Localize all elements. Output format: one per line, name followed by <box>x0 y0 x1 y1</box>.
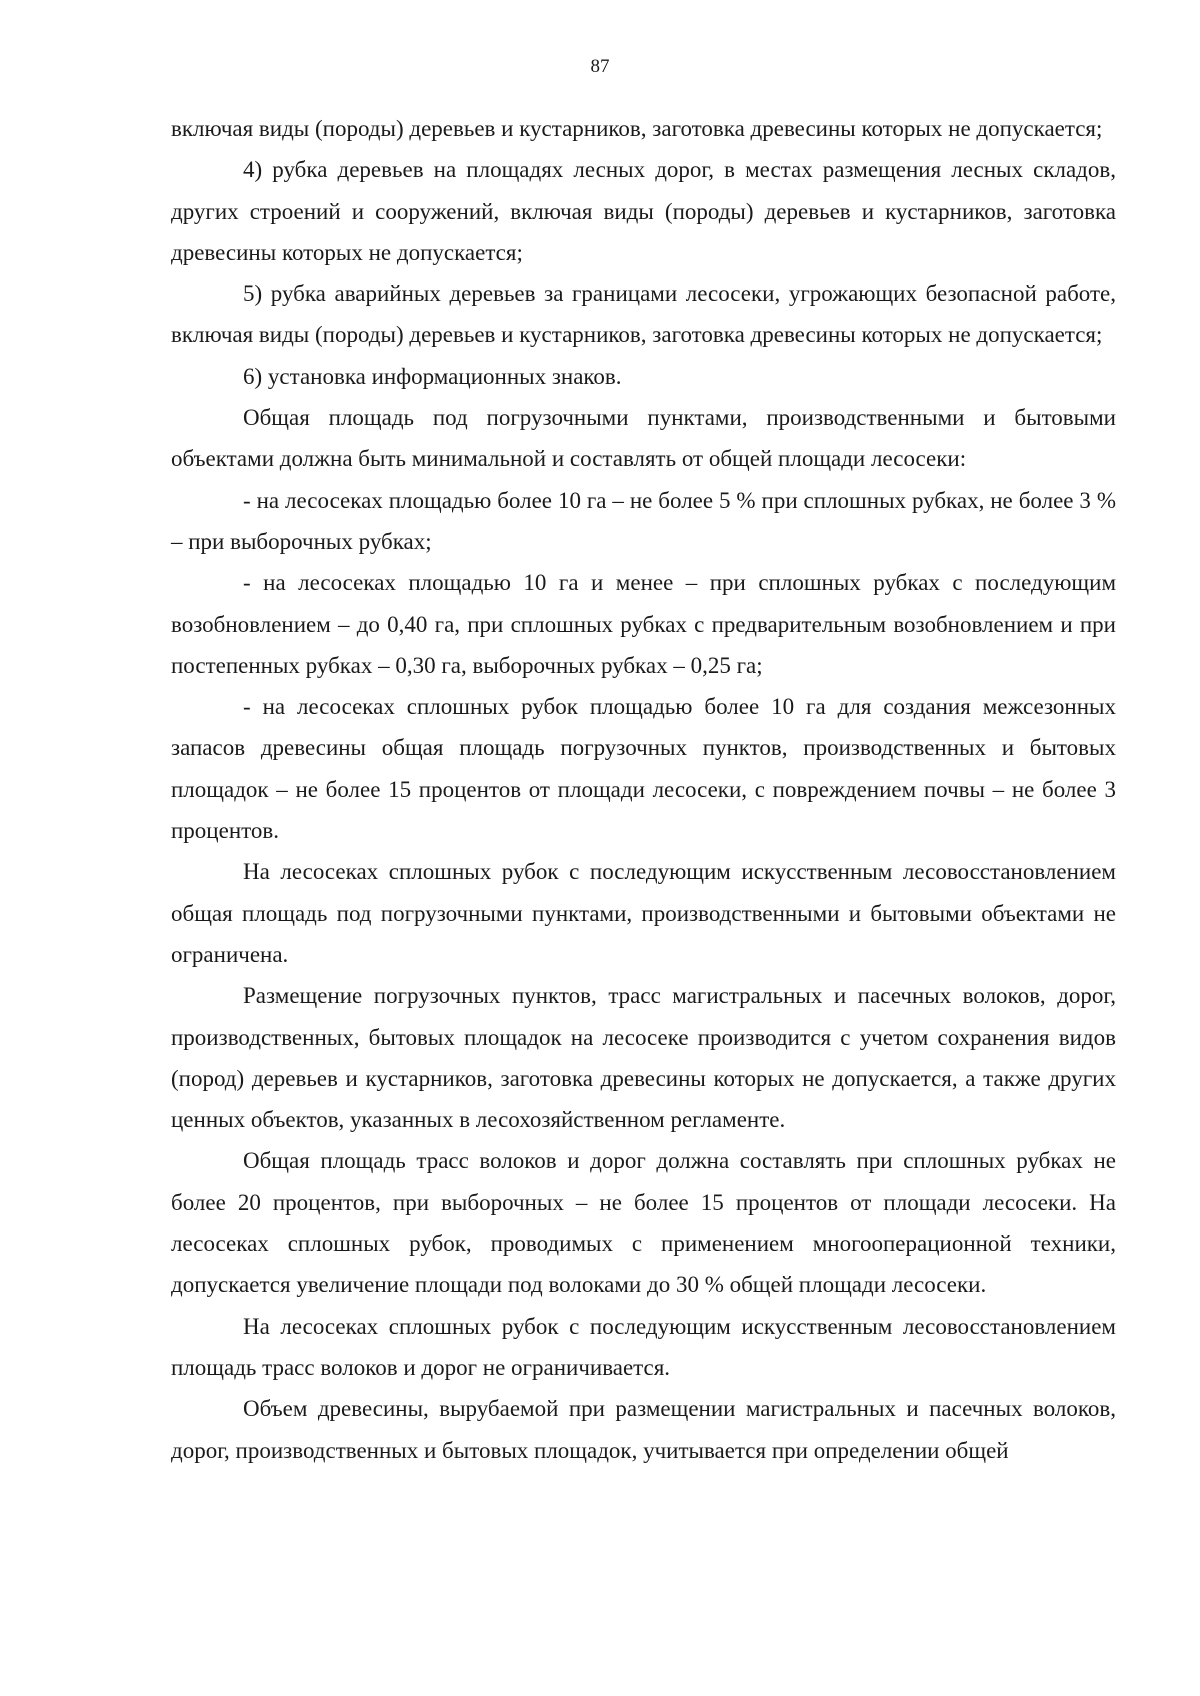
list-item-6: 6) установка информационных знаков. <box>243 363 622 389</box>
bullet-seasonal-reserves: - на лесосеках сплошных рубок площадью более 10 га для создания межсезонных запасов древесины общая площадь погрузочных пунктов, производственных и бытовых площадок – не более 15 процентов от площади лесосеки, с повреждением почвы – не более 3 процентов. <box>171 694 1116 844</box>
paragraph-timber-volume: Объем древесины, вырубаемой при размещении магистральных и пасечных волоков, дорог, производственных и бытовых площадок, учитывается при определении общей <box>171 1396 1116 1463</box>
paragraph-placement: Размещение погрузочных пунктов, трасс магистральных и пасечных волоков, дорог, производственных, бытовых площадок на лесосеке производится с учетом сохранения видов (пород) деревьев и кустарников, заготовка древесины которых не допускается, а также других ценных объектов, указанных в лесохозяйственном регламенте. <box>171 983 1116 1133</box>
paragraph-total-area: Общая площадь под погрузочными пунктами, производственными и бытовыми объектами должна быть минимальной и составлять от общей площади лесосеки: <box>171 405 1116 472</box>
page-number: 87 <box>590 56 610 77</box>
paragraph-artificial-reforestation: На лесосеках сплошных рубок с последующим искусственным лесовосстановлением общая площадь под погрузочными пунктами, производственными и бытовыми объектами не ограничена. <box>171 859 1116 967</box>
bullet-over-10-ha: - на лесосеках площадью более 10 га – не более 5 % при сплошных рубках, не более 3 % – при выборочных рубках; <box>171 487 1116 554</box>
paragraph-trails-area: Общая площадь трасс волоков и дорог должна составлять при сплошных рубках не более 20 процентов, при выборочных – не более 15 процентов от площади лесосеки. На лесосеках сплошных рубок, проводимых с применением многооперационной техники, допускается увеличение площади под волоками до 30 % общей площади лесосеки. <box>171 1148 1116 1298</box>
list-item-5: 5) рубка аварийных деревьев за границами лесосеки, угрожающих безопасной работе, включая виды (породы) деревьев и кустарников, заготовка древесины которых не допускается; <box>171 281 1116 348</box>
paragraph-continuation: включая виды (породы) деревьев и кустарников, заготовка древесины которых не допускается; <box>171 116 1103 141</box>
list-item-4: 4) рубка деревьев на площадях лесных дорог, в местах размещения лесных складов, других строений и сооружений, включая виды (породы) деревьев и кустарников, заготовка древесины которых не допускается; <box>171 157 1116 265</box>
bullet-10-ha-and-less: - на лесосеках площадью 10 га и менее – при сплошных рубках с последующим возобновлением – до 0,40 га, при сплошных рубках с предварительным возобновлением и при постепенных рубках – 0,30 га, выборочных рубках – 0,25 га; <box>171 570 1116 678</box>
paragraph-trails-unlimited: На лесосеках сплошных рубок с последующим искусственным лесовосстановлением площадь трасс волоков и дорог не ограничивается. <box>171 1313 1116 1380</box>
document-body <box>171 108 1116 1471</box>
